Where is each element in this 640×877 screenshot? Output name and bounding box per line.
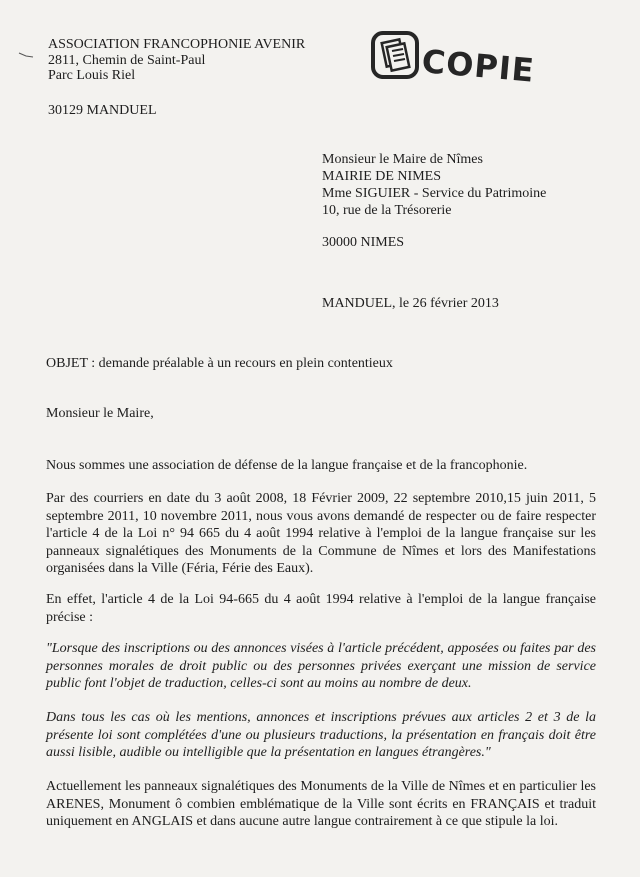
salutation: Monsieur le Maire, — [46, 406, 154, 421]
document-icon — [370, 30, 420, 80]
sender-street: 2811, Chemin de Saint-Paul — [48, 53, 206, 68]
quote-paragraph-2: Dans tous les cas où les mentions, annonces et inscriptions prévues aux articles 2 et 3 de la présente loi sont complétées d'une ou plusieurs traductions, la présentation en français doit être aussi lisible, audible ou intelligible que la présentation en langues étrangères." — [46, 710, 596, 760]
stamp-label: COPIE — [420, 42, 537, 90]
subject-line: OBJET : demande préalable à un recours en plein contentieux — [46, 356, 393, 371]
paragraph-current-state: Actuellement les panneaux signalétiques des Monuments de la Ville de Nîmes et en particulier les ARENES, Monument ô combien emblématique de la Ville sont écrits en FRANÇAIS et traduit uniquement en ANGLAIS et dans aucune autre langue contrairement à ce que stipule la loi. — [46, 779, 596, 829]
paragraph-intro: Nous sommes une association de défense de la langue française et de la francophonie. — [46, 458, 528, 473]
sender-name: ASSOCIATION FRANCOPHONIE AVENIR — [48, 37, 306, 52]
pen-mark — [18, 52, 34, 58]
quote-paragraph-1: "Lorsque des inscriptions ou des annonces visées à l'article précédent, apposées ou faites par des personnes morales de droit public ou des personnes privées exerçant une mission de service public font l'objet de traduction, celles-ci sont au moins au nombre de deux. — [46, 641, 596, 691]
paragraph-letters: Par des courriers en date du 3 août 2008, 18 Février 2009, 22 septembre 2010,15 juin 2011, 5 septembre 2011, 10 novembre 2011, nous vous avons demandé de respecter ou de faire respecter l'article 4 de la Loi n° 94 665 du 4 août 1994 relative à l'emploi de la langue française sur les panneaux signalétiques des Monuments de la Commune de Nîmes et lors des Manifestations organisées dans la Ville (Féria, Férie des Eaux). — [46, 491, 596, 576]
date-line: MANDUEL, le 26 février 2013 — [322, 296, 499, 311]
recipient-line3: Mme SIGUIER - Service du Patrimoine — [322, 186, 547, 201]
recipient-city: 30000 NIMES — [322, 235, 405, 250]
paragraph-article: En effet, l'article 4 de la Loi 94-665 du 4 août 1994 relative à l'emploi de la langue française précise : — [46, 592, 596, 625]
copie-stamp — [368, 28, 537, 100]
recipient-line4: 10, rue de la Trésorerie — [322, 203, 452, 218]
sender-place: Parc Louis Riel — [48, 68, 136, 83]
recipient-line2: MAIRIE DE NIMES — [322, 169, 441, 184]
sender-city: 30129 MANDUEL — [48, 103, 157, 118]
recipient-line1: Monsieur le Maire de Nîmes — [322, 152, 483, 167]
